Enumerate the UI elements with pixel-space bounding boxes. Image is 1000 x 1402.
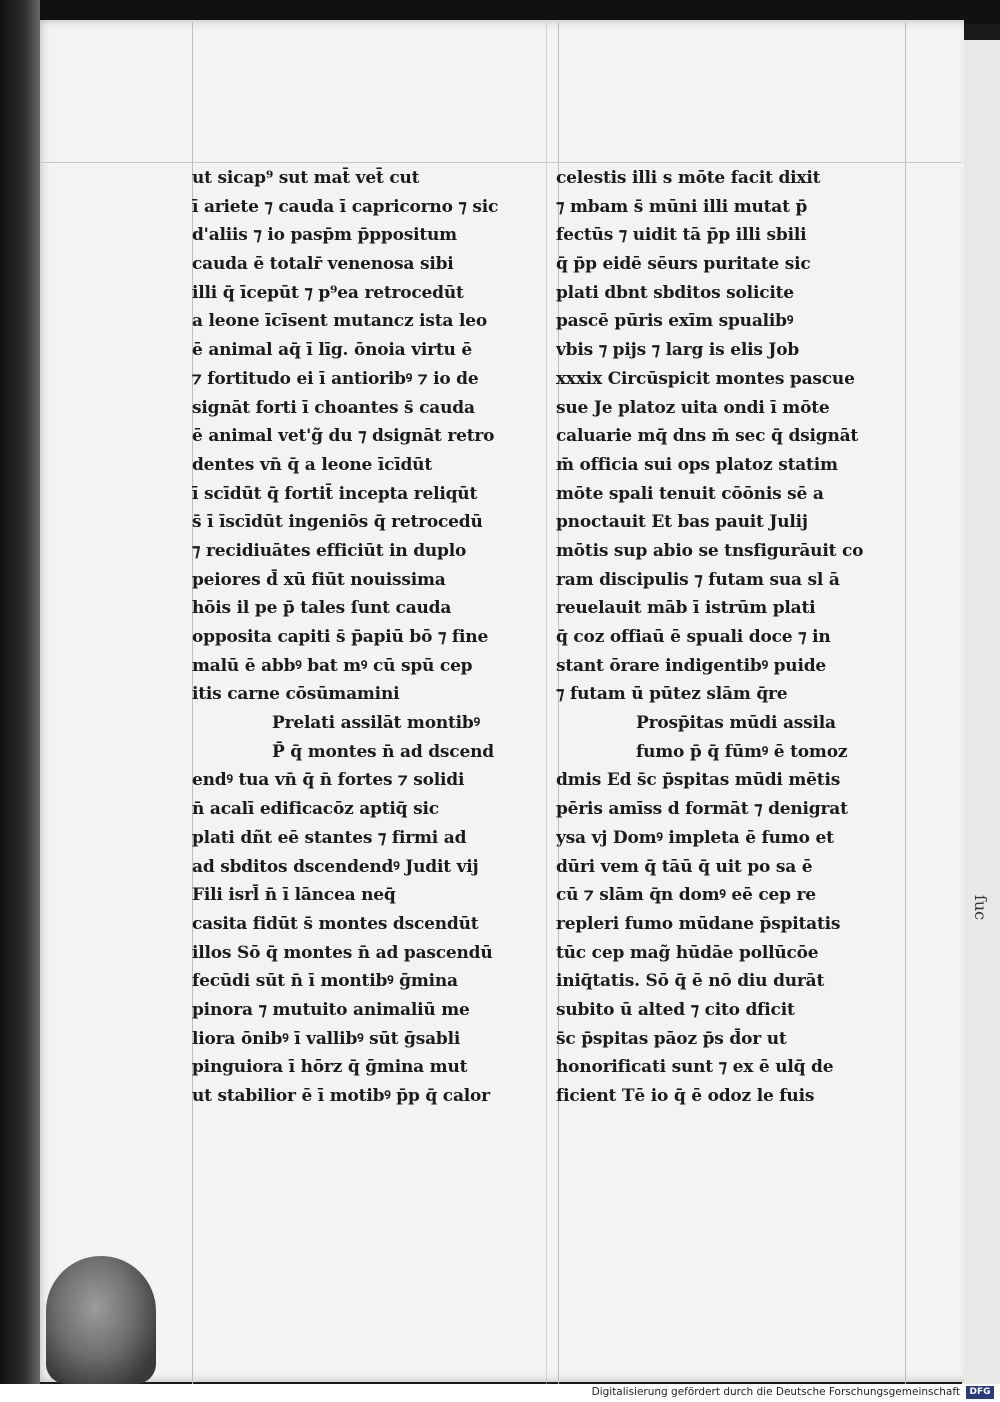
manuscript-line: celestis illi s mōte facit dixit [556, 168, 821, 188]
manuscript-line: s̄ ī īscīdūt ingeniōs q̄ retrocedū [192, 512, 483, 533]
manuscript-line: fecūdi sūt n̄ ī montibꝰ ḡmina [192, 971, 458, 992]
manuscript-line: illos Sō q̄ montes n̄ ad pascendū [192, 942, 493, 963]
manuscript-line: m̄ officia sui ops platoz statim [556, 454, 838, 475]
manuscript-line: pinora ⁊ mutuito animaliū me [192, 999, 470, 1020]
manuscript-line: liora ōnibꝰ ī vallibꝰ sūt ḡsabli [192, 1028, 461, 1049]
manuscript-line: caluarie mq̄ dns m̄ sec q̄ dsignāt [556, 426, 859, 447]
manuscript-line: Prelati assilāt montibꝰ [272, 713, 480, 734]
manuscript-line: a leone īcīsent mutancz ista leo [192, 311, 487, 332]
manuscript-line: Fili isrl̄ n̄ ī lāncea neq̄ [192, 885, 396, 906]
manuscript-line: n̄ acalī edificacōz aptiq̄ sic [192, 799, 439, 820]
manuscript-line: peiores d̄ xū fiūt nouissima [192, 569, 446, 590]
manuscript-line: mōtis sup abio se tnsfigurāuit co [556, 540, 864, 561]
manuscript-line: pascē pūris exīm spualibꝰ [556, 311, 794, 332]
manuscript-line: fectūs ⁊ uidit tā p̄p illi sbili [556, 225, 807, 246]
left-text-column [192, 164, 542, 1111]
next-page-edge [962, 40, 1000, 1384]
ruling-line [40, 162, 962, 163]
manuscript-line: ē animal aq̄ ī līg. ōnoia virtu ē [192, 340, 473, 361]
manuscript-line: vbis ⁊ pijs ⁊ larg is elis Job [556, 340, 800, 361]
manuscript-line: dūri vem q̄ tāū q̄ uit po sa ē [556, 856, 813, 877]
manuscript-line: ram discipulis ⁊ futam sua sl ā [556, 569, 840, 590]
manuscript-line: ī ariete ⁊ cauda ī capricorno ⁊ sic [192, 196, 499, 217]
right-text-column [556, 164, 908, 1111]
manuscript-line: signāt forti ī choantes s̄ cauda [192, 397, 475, 418]
manuscript-line: endꝰ tua vn̄ q̄ n̄ fortes ⁊ solidi [192, 770, 465, 791]
manuscript-line: ī scīdūt q̄ fortit̄ incepta reliqūt [192, 483, 478, 504]
manuscript-line: casita fidūt s̄ montes dscendūt [192, 913, 479, 934]
thumb-holding-page [46, 1256, 156, 1384]
manuscript-line: ⁊ fortitudo ei ī antioribꝰ ⁊ io de [192, 368, 479, 389]
footer [0, 1384, 1000, 1402]
manuscript-line: ut stabilior ē ī motibꝰ p̄p q̄ calor [192, 1086, 490, 1106]
manuscript-line: xxxix Circūspicit montes pascue [556, 368, 855, 389]
manuscript-line: illi q̄ īcepūt ⁊ p⁹ea retrocedūt [192, 282, 464, 303]
manuscript-line: subito ū alted ⁊ cito dficit [556, 999, 795, 1020]
manuscript-line: ⁊ recidiuātes efficiūt in duplo [192, 540, 467, 561]
manuscript-line: ē animal vet'g̃ du ⁊ dsignāt retro [192, 426, 495, 447]
manuscript-line: dentes vn̄ q̄ a leone īcīdūt [192, 454, 432, 475]
manuscript-line: mōte spali tenuit cōōnis sē a [556, 483, 824, 504]
manuscript-line: d'aliis ⁊ io pasp̄m p̄ppositum [192, 225, 457, 246]
manuscript-line: ad sbditos dscendendꝰ Judit vij [192, 856, 479, 877]
manuscript-line: iniq̄tatis. Sō q̄ ē nō diu durāt [556, 971, 825, 992]
manuscript-line: ficient Tē io q̄ ē odoz le fuis [556, 1086, 815, 1106]
manuscript-line: q̄ p̄p eidē sēurs puritate sic [556, 254, 811, 275]
manuscript-line: pēris amīss d formāt ⁊ denigrat [556, 799, 848, 820]
manuscript-line: hōis il pe p̄ tales ſunt cauda [192, 598, 452, 619]
manuscript-line: repleri fumo mūdane p̄spitatis [556, 913, 841, 934]
manuscript-line: reuelauit māb ī istrūm plati [556, 598, 816, 619]
manuscript-line: cū ⁊ slām q̄n domꝰ eē cep re [556, 885, 816, 906]
manuscript-line: Prosp̄itas mūdi assila [636, 713, 836, 734]
margin-note: ſuc [971, 894, 991, 921]
manuscript-line: cauda ē totalr̄ venenosa sibi [192, 254, 454, 275]
manuscript-line: itis carne cōsūmamini [192, 684, 400, 705]
manuscript-line: ⁊ mbam s̄ mūni illi mutat p̄ [556, 196, 808, 217]
binding-shadow [0, 0, 40, 1384]
manuscript-line: P̄ q̄ montes n̄ ad dscend [272, 741, 494, 762]
dfg-logo: DFG [966, 1386, 994, 1399]
manuscript-line: s̄c p̄spitas pāoz p̄s d̄or ut [556, 1028, 787, 1049]
manuscript-line: q̄ coz offiaū ē spuali doce ⁊ in [556, 627, 831, 647]
manuscript-line: malū ē abbꝰ bat mꝰ cū spū cep [192, 655, 473, 676]
manuscript-line: ysa vj Domꝰ impleta ē fumo et [556, 827, 834, 848]
manuscript-line: pnoctauit Et bas pauit Julij [556, 512, 808, 533]
manuscript-line: plati dñt eē stantes ⁊ firmi ad [192, 827, 467, 848]
manuscript-line: ut sicap⁹ sut mat̄ vet̄ cut [192, 168, 420, 188]
manuscript-line: sue Je platoz uita ondi ī mōte [556, 397, 830, 418]
manuscript-line: dmis Ed s̄c p̄spitas mūdi mētis [556, 770, 841, 791]
manuscript-line: fumo p̄ q̄ fūmꝰ ē tomoz [636, 741, 848, 762]
funding-credit: Digitalisierung gefördert durch die Deutsche Forschungsgemeinschaft [591, 1386, 960, 1398]
manuscript-line: pinguiora ī hōrz q̄ ḡmina mut [192, 1057, 468, 1078]
ruling-line [546, 22, 547, 1384]
manuscript-line: honorificati sunt ⁊ ex ē ulq̄ de [556, 1057, 834, 1078]
manuscript-line: ⁊ futam ū pūtez slām q̄re [556, 684, 788, 705]
manuscript-line: tūc cep mag̃ hūdāe pollūcōe [556, 942, 819, 963]
manuscript-line: plati dbnt sbditos solicite [556, 282, 794, 303]
manuscript-line: opposita capiti s̄ p̄apiū bō ⁊ fine [192, 627, 489, 647]
manuscript-line: stant ōrare indigentibꝰ puide [556, 655, 827, 676]
